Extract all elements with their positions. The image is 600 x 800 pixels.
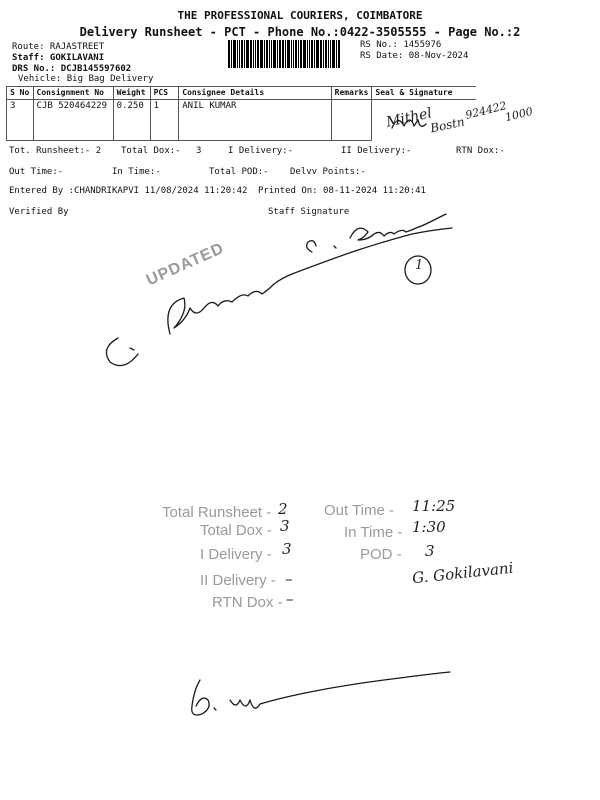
stamp-ii-delivery: II Delivery -: [200, 572, 276, 589]
entered-by: Entered By :CHANDRIKAPVI 11/08/2024 11:20:42: [9, 186, 248, 196]
barcode-bar: [282, 40, 284, 68]
barcode-bar: [307, 40, 308, 68]
stamp-in-time-val: 1:30: [412, 518, 446, 536]
company-name: THE PROFESSIONAL COURIERS, COIMBATORE: [177, 9, 423, 22]
stamp-i-delivery-val: 3: [282, 540, 292, 558]
barcode-bar: [253, 40, 254, 68]
barcode-bar: [309, 40, 310, 68]
stamp-i-delivery: I Delivery -: [200, 546, 272, 563]
cell-consignment: CJB 520464229: [33, 100, 113, 141]
cell-remarks: [331, 100, 372, 141]
barcode-bar: [336, 40, 337, 68]
delvv-points-label: Delvv Points:-: [290, 167, 366, 177]
barcode-bar: [264, 40, 265, 68]
stamp-rtn-dox: RTN Dox -: [212, 594, 283, 611]
circle-number: 1: [415, 258, 424, 273]
stamp-rtn-dox-val: –: [286, 590, 294, 608]
stamp-out-time-val: 11:25: [412, 497, 456, 515]
total-dox-value: 3: [196, 146, 202, 156]
barcode-bar: [244, 40, 245, 68]
barcode-bar: [255, 40, 256, 68]
rtn-dox-label: RTN Dox:-: [456, 146, 505, 156]
i-delivery-label: I Delivery:-: [228, 146, 294, 156]
barcode-bar: [323, 40, 324, 68]
stamp-out-time: Out Time -: [324, 502, 395, 519]
barcode-bar: [250, 40, 252, 68]
ii-delivery-label: II Delivery:-: [341, 146, 412, 156]
col-pcs: PCS: [150, 87, 179, 100]
stamp-total-runsheet: Total Runsheet -: [162, 504, 272, 521]
barcode-bar: [338, 40, 340, 68]
col-signature: Seal & Signature: [372, 87, 476, 100]
staff-label: Staff: GOKILAVANI: [12, 53, 105, 63]
barcode-bar: [279, 40, 281, 68]
vehicle-label: Vehicle: Big Bag Delivery: [18, 74, 154, 84]
barcode-bar: [287, 40, 290, 68]
route-label: Route: RAJASTREET: [12, 42, 105, 52]
barcode-bar: [241, 40, 243, 68]
barcode-bar: [239, 40, 240, 68]
runsheet-title: Delivery Runsheet - PCT - Phone No.:0422-3505555 - Page No.:2: [79, 25, 521, 39]
barcode-bar: [293, 40, 294, 68]
cell-consignee: ANIL KUMAR: [179, 100, 331, 141]
sig-gokilavani-o: [307, 241, 316, 252]
total-dox-label: Total Dox:-: [121, 146, 181, 156]
barcode-bar: [314, 40, 315, 68]
rs-number: RS No.: 1455976: [360, 40, 442, 50]
stamp-total-dox-val: 3: [280, 517, 290, 535]
barcode: [228, 40, 354, 68]
barcode-bar: [300, 40, 302, 68]
stamp-total-dox: Total Dox -: [200, 522, 272, 539]
barcode-bar: [271, 40, 272, 68]
barcode-bar: [237, 40, 238, 68]
barcode-bar: [269, 40, 270, 68]
drs-number: DRS No.: DCJB145597602: [12, 64, 132, 74]
sig-bottom-a: [192, 680, 209, 715]
sig-bottom-main: [230, 672, 450, 708]
barcode-bar: [332, 40, 335, 68]
barcode-bar: [231, 40, 232, 68]
seal-amount: 1000: [503, 104, 535, 125]
staff-signature-label: Staff Signature: [268, 207, 350, 217]
barcode-bar: [233, 40, 236, 68]
barcode-bar: [311, 40, 313, 68]
rs-date: RS Date: 08-Nov-2024: [360, 51, 469, 61]
total-pod-label: Total POD:-: [209, 167, 269, 177]
stamp-in-time: In Time -: [344, 524, 403, 541]
barcode-bar: [285, 40, 286, 68]
stamp-ii-delivery-val: –: [285, 570, 293, 588]
cell-pcs: 1: [150, 100, 179, 141]
barcode-bar: [266, 40, 268, 68]
barcode-bar: [291, 40, 292, 68]
stamp-total-runsheet-val: 2: [278, 500, 288, 518]
barcode-bar: [260, 40, 263, 68]
barcode-bar: [257, 40, 259, 68]
in-time-label: In Time:-: [112, 167, 161, 177]
barcode-bar: [328, 40, 329, 68]
col-sno: S No: [7, 87, 34, 100]
col-consignee: Consignee Details: [179, 87, 331, 100]
seal-name: Mithel: [384, 105, 434, 131]
printed-on: Printed On: 08-11-2024 11:20:41: [258, 186, 426, 196]
sig-chandrika-c: [106, 338, 138, 366]
cell-sno: 3: [7, 100, 34, 141]
barcode-bar: [277, 40, 278, 68]
seal-phone: 924422: [464, 99, 508, 122]
barcode-bar: [246, 40, 249, 68]
tot-runsheet: Tot. Runsheet:- 2: [9, 146, 102, 156]
barcode-bar: [295, 40, 297, 68]
stamp-pod-val: 3: [425, 542, 435, 560]
barcode-bar: [330, 40, 331, 68]
barcode-bar: [228, 40, 230, 68]
col-remarks: Remarks: [331, 87, 372, 100]
col-weight: Weight: [113, 87, 150, 100]
table-header-row: [7, 87, 477, 100]
verified-by-label: Verified By: [9, 207, 69, 217]
barcode-bar: [320, 40, 322, 68]
barcode-bar: [325, 40, 327, 68]
updated-stamp: UPDATED: [143, 239, 227, 290]
col-consignment: Consignment No: [33, 87, 113, 100]
seal-line2: Bostn: [428, 114, 466, 136]
sig-gokilavani-main: [350, 214, 446, 240]
stamp-pod: POD -: [360, 546, 402, 563]
barcode-bar: [316, 40, 319, 68]
barcode-bar: [303, 40, 306, 68]
barcode-bar: [298, 40, 299, 68]
stamp-staff-val: G. Gokilavani: [411, 558, 515, 588]
cell-weight: 0.250: [113, 100, 150, 141]
barcode-bar: [273, 40, 276, 68]
out-time-label: Out Time:-: [9, 167, 64, 177]
